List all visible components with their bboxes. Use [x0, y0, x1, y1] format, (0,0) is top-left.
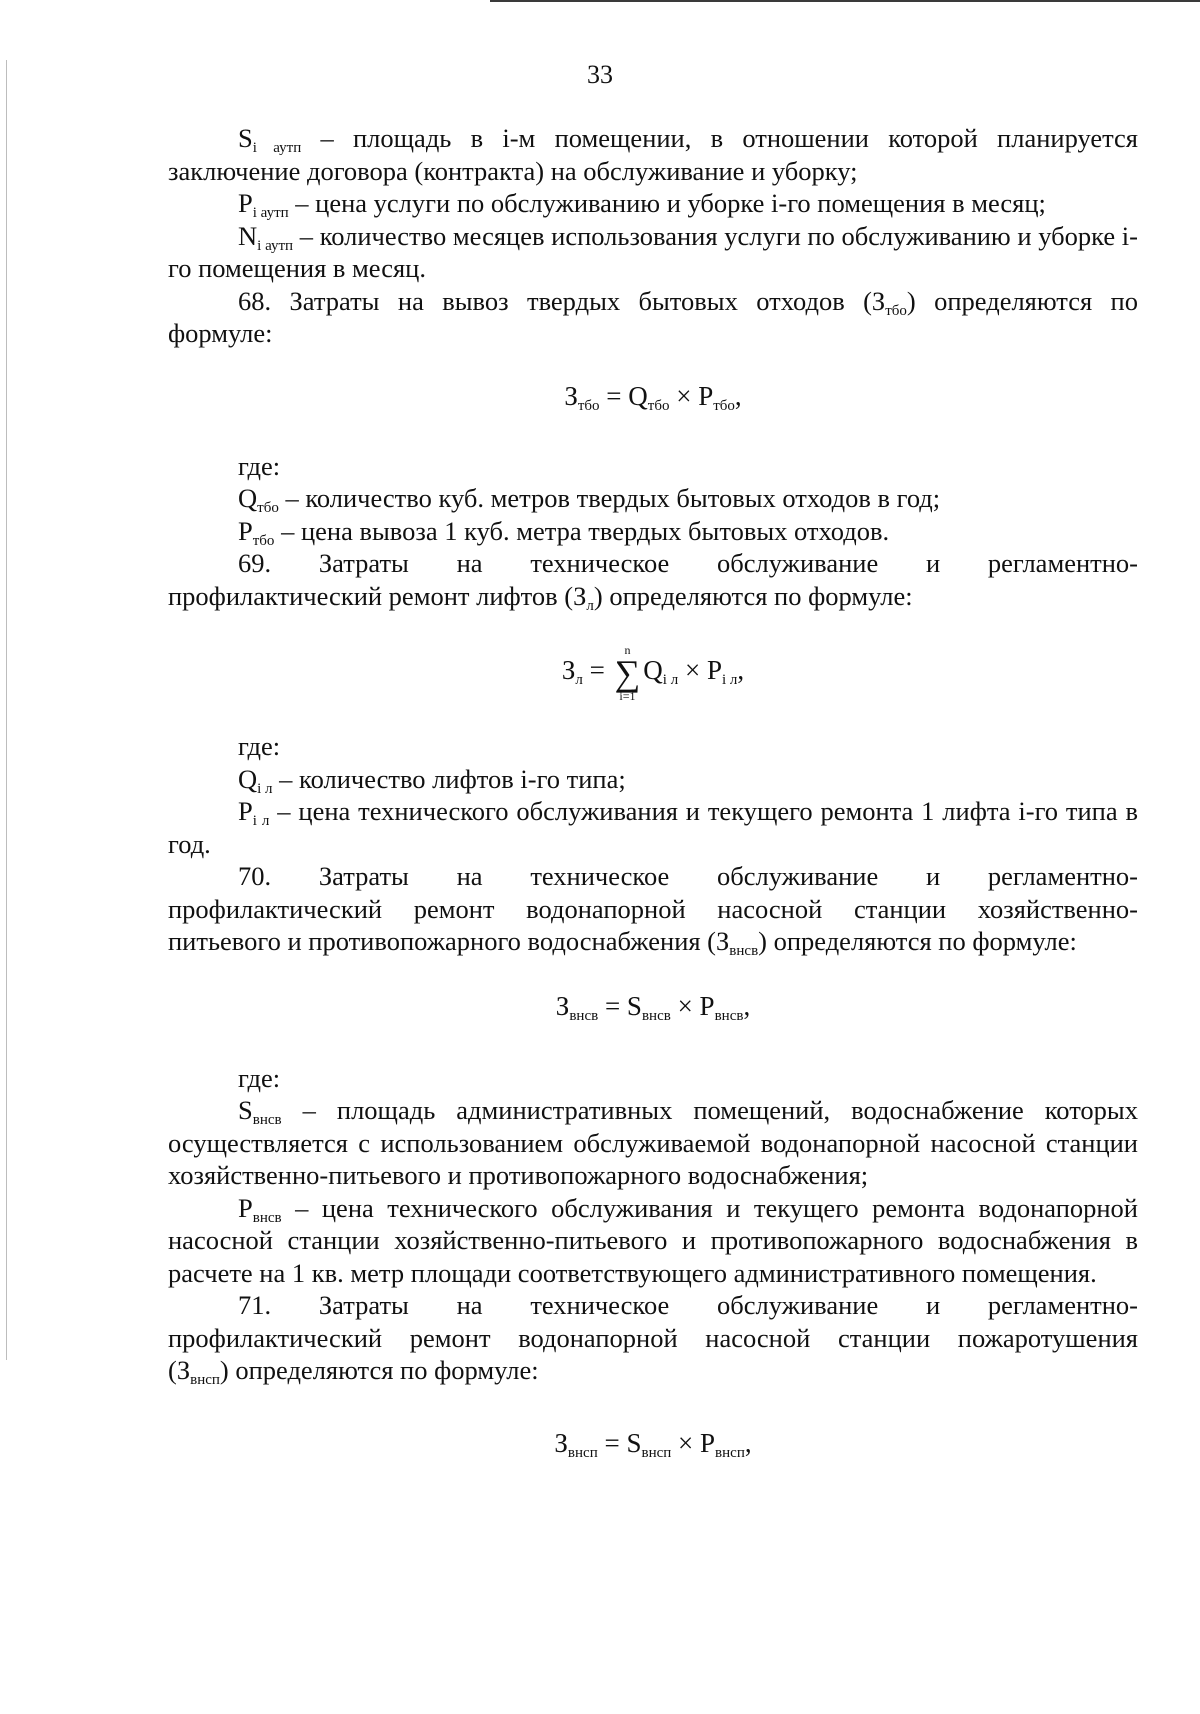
where-label: где:: [238, 450, 281, 481]
definition-s-autp: $S_{i аутп}$ – площадь в i-м помещении, в отношении которой планируется заключение договора (контракта) на обслуживание и уборку;: [168, 123, 1138, 186]
paragraph-69-line1: 69. Затраты на техническое обслуживание и регламентно-: [238, 548, 1138, 578]
scan-edge-left: [6, 60, 7, 1360]
paragraph-70-line3: питьевого и противопожарного водоснабжения $(З_{внсв})$ определяются по формуле:: [168, 926, 1077, 959]
definition-q-tbo: $Q_{тбо}$ – количество куб. метров твердых бытовых отходов в год;: [238, 483, 941, 516]
sum-operator: n ∑ i=1: [614, 642, 641, 703]
definition-n-autp: $N_{i аутп}$ – количество месяцев использования услуги по обслуживанию и уборке i-го помещения в месяц.: [168, 220, 1138, 283]
formula-vnsp: $З_{внсп} = S_{внсп} \times P_{внсп}$,: [554, 1427, 752, 1461]
paragraph-70-line1: 70. Затраты на техническое обслуживание и регламентно-: [238, 861, 1138, 891]
definition-p-vnsv: $P_{внсв}$ – цена технического обслуживания и текущего ремонта водонапорной насосной станции хозяйственно-питьевого и противопожарного водоснабжения в расчете на 1 кв. метр площади соответствующего административного помещения.: [168, 1192, 1138, 1288]
definition-s-vnsv: $S_{внсв}$ – площадь административных помещений, водоснабжение которых осуществляется с использованием обслуживаемой водонапорной насосной станции хозяйственно-питьевого и противопожарного водоснабжения;: [168, 1095, 1138, 1190]
paragraph-68: 68. Затраты на вывоз твердых бытовых отходов $(З_{тбо})$ определяются по формуле:: [168, 285, 1138, 348]
definition-p-autp: $P_{i аутп}$ – цена услуги по обслуживанию и уборке i-го помещения в месяц;: [238, 188, 1046, 221]
paragraph-70-line2: профилактический ремонт водонапорной насосной станции хозяйственно-: [168, 893, 1138, 924]
paragraph-71-line1: 71. Затраты на техническое обслуживание и регламентно-: [238, 1290, 1138, 1320]
document-body: [168, 122, 1138, 1467]
where-label: где:: [238, 731, 281, 761]
formula-tbo: $З_{тбо} = Q_{тбо} \times P_{тбо}$,: [564, 380, 742, 414]
scan-edge-top: [490, 0, 1200, 2]
definition-p-tbo: $P_{тбо}$ – цена вывоза 1 куб. метра твердых бытовых отходов.: [238, 515, 890, 549]
definition-q-l: $Q_{i л}$ – количество лифтов i-го типа;: [238, 763, 626, 797]
definition-p-l: $P_{i л}$ – цена технического обслуживания и текущего ремонта 1 лифта i-го типа в год.: [168, 796, 1138, 859]
where-label: где:: [238, 1062, 281, 1093]
paragraph-69-line2: профилактический ремонт лифтов $(З_л)$ определяются по формуле:: [168, 580, 913, 614]
paragraph-71-line2: профилактический ремонт водонапорной насосной станции пожаротушения: [168, 1322, 1138, 1353]
paragraph-71-line3: $(З_{внсп})$ определяются по формуле:: [168, 1355, 539, 1388]
formula-vnsv: $З_{внсв} = S_{внсв} \times P_{внсв}$,: [555, 990, 751, 1024]
formula-lifts: $З_л$ = n ∑ i=1 $Q_{i л} \times P_{i л}$,: [561, 642, 745, 703]
page-number: 33: [587, 60, 613, 89]
